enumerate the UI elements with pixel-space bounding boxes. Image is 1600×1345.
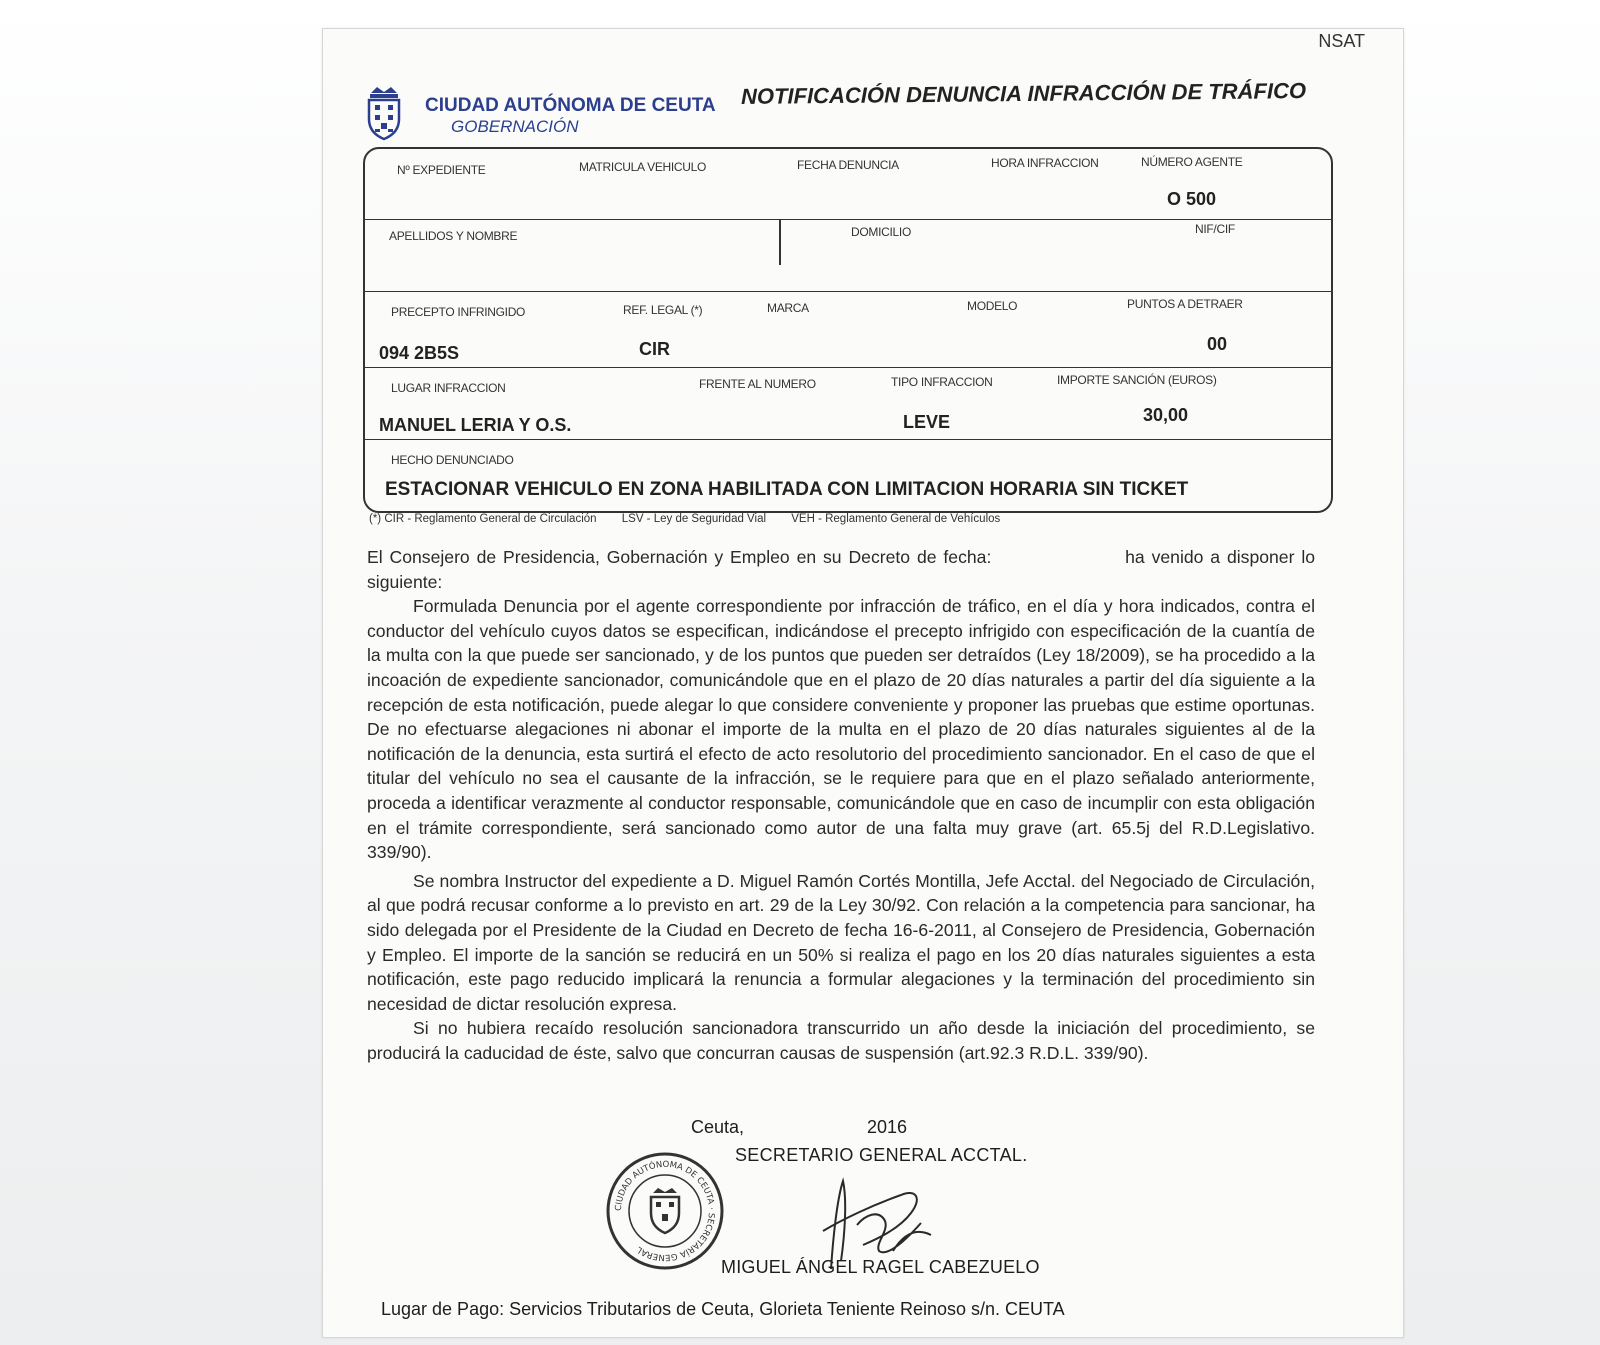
importe-value: 30,00 (1143, 405, 1189, 425)
legal-reference-legend (369, 513, 1022, 525)
expediente-label: Nº EXPEDIENTE (397, 163, 486, 177)
puntos-value: 00 (1207, 334, 1228, 354)
frente-label: FRENTE AL NUMERO (699, 377, 816, 391)
document-title: NOTIFICACIÓN DENUNCIA INFRACCIÓN DE TRÁFICO (740, 78, 1307, 109)
form-row-precept (365, 291, 1331, 368)
marca-label: MARCA (767, 301, 809, 315)
fecha-label: FECHA DENUNCIA (797, 158, 899, 172)
paragraph-denuncia: Formulada Denuncia por el agente correspondiente por infracción de tráfico, en el día y hora indicados, contra el conductor del vehículo cuyos datos se especifican, indicándose el precepto infrigido con especificación de la cuantía de la multa con la que puede ser sancionado, y de los puntos que pueden ser detraídos (Ley 18/2009), se ha procedido a la incoación de expediente sancionador, comunicándole que en el plazo de 20 días naturales a partir del día siguiente a la recepción de esta notificación, puede alegar lo que considere conveniente y proponer las pruebas que estime oportunas. De no efectuarse alegaciones ni abonar el importe de la multa en el plazo de 20 días naturales siguientes al de la notificación de la denuncia, esta surtirá el efecto de acto resolutorio del procedimiento sancionador. En el caso de que el titular del vehículo no sea el causante de la infracción, se le requiere para que en el plazo señalado anteriormente, proceda a identificar verazmente al conductor responsable, comunicándole que en caso de incumplir con esta obligación en el trámite correspondiente, será sancionado como autor de una falta muy grave (art. 65.5j del R.D.Legislativo. 339/90). (367, 596, 1315, 863)
legend-veh: VEH - Reglamento General de Vehículos (791, 513, 1001, 525)
ref-legal-label: REF. LEGAL (*) (623, 303, 703, 317)
official-seal-icon (605, 1151, 725, 1271)
modelo-label: MODELO (967, 299, 1018, 313)
hecho-label: HECHO DENUNCIADO (391, 453, 514, 467)
paragraph-instructor: Se nombra Instructor del expediente a D. Miguel Ramón Cortés Montilla, Jefe Acctal. del Negociado de Circulación, al que podrá recusar conforme a lo previsto en art. 29 de la Ley 30/92. Con relación a la competencia para sancionar, ha sido delegada por el Presidente de la Ciudad en Decreto de fecha 16-6-2011, al Consejero de Presidencia, Gobernación y Empleo. El importe de la sanción se reducirá en un 50% si realiza el pago en los 20 días naturales siguientes a esta notificación, este pago reducido implicará la renuncia a formular alegaciones y la terminación del procedimiento sin necesidad de dictar resolución expresa. (367, 870, 1315, 1014)
importe-label: IMPORTE SANCIÓN (EUROS) (1057, 373, 1217, 387)
date-year: 2016 (867, 1117, 908, 1137)
form-row-location (365, 367, 1331, 440)
seal-text: CIUDAD AUTÓNOMA DE CEUTA · SECRETARÍA GENERAL (613, 1159, 717, 1263)
legend-cir: (*) CIR - Reglamento General de Circulación (369, 513, 597, 525)
intro-dispose-text: ha venido a disponer lo siguiente: (367, 547, 1316, 592)
notification-body (367, 545, 1315, 1065)
infraction-form (363, 147, 1333, 513)
paragraph-caducidad: Si no hubiera recaído resolución sancionadora transcurrido un año desde la iniciación del procedimiento, se producirá la caducidad de éste, salvo que concurran causas de suspensión (art.92.3 R.D.L. 339/90). (367, 1018, 1315, 1063)
hecho-value: ESTACIONAR VEHICULO EN ZONA HABILITADA CON LIMITACION HORARIA SIN TICKET (385, 479, 1189, 500)
form-row-person (365, 219, 1331, 292)
form-row-fact (365, 439, 1331, 509)
agente-label: NÚMERO AGENTE (1141, 155, 1243, 169)
tipo-value: LEVE (903, 412, 951, 432)
department-name: GOBERNACIÓN (451, 117, 579, 136)
precepto-value: 094 2B5S (379, 343, 460, 363)
ceuta-crest-icon (363, 85, 405, 141)
ref-legal-value: CIR (639, 339, 670, 359)
nombre-label: APELLIDOS Y NOMBRE (389, 229, 518, 243)
precepto-label: PRECEPTO INFRINGIDO (391, 305, 526, 319)
city-name: CIUDAD AUTÓNOMA DE CEUTA (425, 95, 716, 116)
lugar-value: MANUEL LERIA Y O.S. (379, 415, 572, 435)
agente-value: O 500 (1167, 189, 1217, 209)
hora-label: HORA INFRACCION (991, 156, 1099, 170)
nif-label: NIF/CIF (1195, 222, 1235, 236)
puntos-label: PUNTOS A DETRAER (1127, 297, 1243, 311)
domicilio-label: DOMICILIO (851, 225, 911, 239)
payment-place: Lugar de Pago: Servicios Tributarios de Ceuta, Glorieta Teniente Reinoso s/n. CEUTA (381, 1299, 1065, 1319)
form-row-identification (365, 149, 1331, 220)
signer-name: MIGUEL ÁNGEL RAGEL CABEZUELO (721, 1257, 1040, 1277)
secretary-title: SECRETARIO GENERAL ACCTAL. (735, 1145, 1028, 1165)
document-code: NSAT (1318, 31, 1365, 51)
lugar-label: LUGAR INFRACCION (391, 381, 506, 395)
column-divider (779, 219, 781, 265)
legend-lsv: LSV - Ley de Seguridad Vial (621, 513, 767, 525)
place-date: Ceuta, (691, 1117, 745, 1137)
tipo-label: TIPO INFRACCION (891, 375, 993, 389)
matricula-label: MATRICULA VEHICULO (579, 160, 707, 174)
intro-decree-text: El Consejero de Presidencia, Gobernación y Empleo en su Decreto de fecha: (367, 547, 992, 567)
notification-document (322, 28, 1404, 1338)
intro-paragraph (367, 545, 1315, 594)
